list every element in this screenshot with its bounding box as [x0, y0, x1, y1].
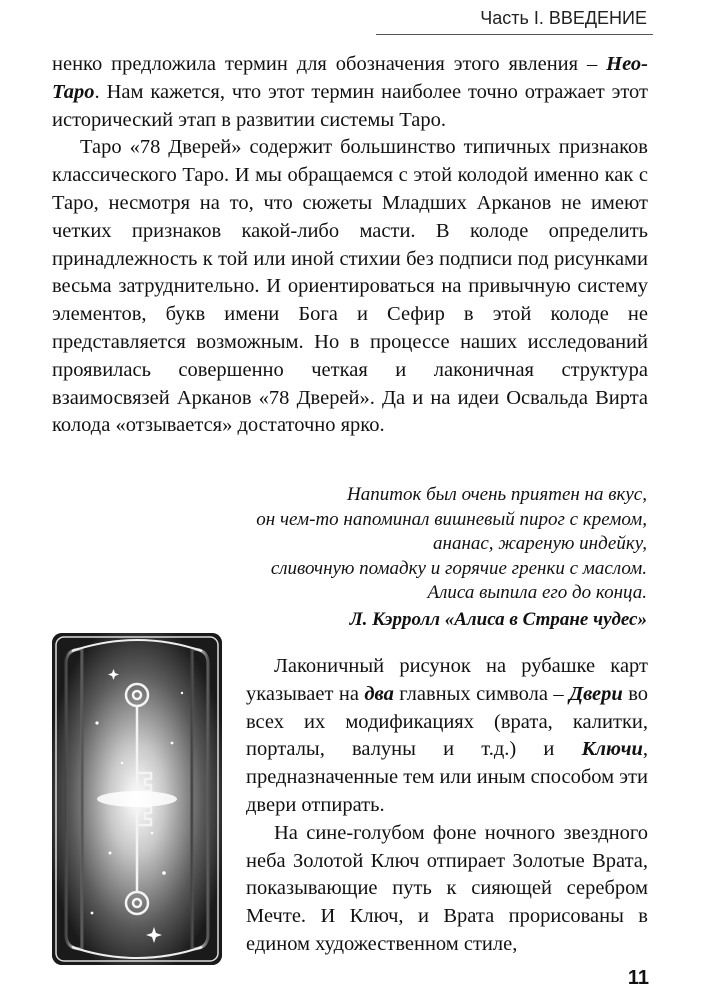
paragraph-neo-tarot	[52, 51, 648, 134]
main-text	[52, 51, 648, 440]
side-text	[246, 653, 648, 959]
paragraph-text: ненко предложила термин для обозначения этого явления –	[52, 53, 607, 75]
paragraph-golden-key: На сине-голубом фоне ночного звездного неба Золотой Ключ отпирает Золотые Врата, показывающие путь к сияющей серебром Мечте. И Ключ, и Врата прорисованы в едином художественном стиле,	[246, 821, 648, 955]
header-rule	[376, 34, 653, 35]
emphasis-two: два	[364, 682, 394, 705]
term-doors: Двери	[569, 682, 623, 705]
epigraph-attribution: Л. Кэрролл «Алиса в Стране чудес»	[349, 608, 647, 630]
paragraph-text: . Нам кажется, что этот термин наиболее точно отражает этот исторический этап в развитии системы Таро.	[52, 80, 648, 131]
epigraph	[87, 483, 647, 633]
paragraph-text: во всех их модификациях (врата, калитки, порталы, валуны и т.д.) и	[246, 682, 649, 761]
page-number: 11	[627, 967, 649, 989]
term-keys: Ключи	[581, 738, 643, 761]
term-neo-tarot: Нео-Таро	[52, 53, 648, 103]
epigraph-line: Напиток был очень приятен на вкус,	[347, 484, 647, 505]
card-back-illustration	[52, 633, 222, 965]
running-header: Часть I. ВВЕДЕНИЕ	[480, 8, 647, 28]
epigraph-line: он чем-то напоминал вишневый пирог с кремом,	[256, 508, 647, 530]
paragraph-78-doors: Таро «78 Дверей» содержит большинство типичных признаков классического Таро. И мы обращаемся с этой колодой именно как с Таро, несмотря на то, что сюжеты Младших Арканов не имеют четких признаков какой-либо масти. В колоде определить принадлежность к той или иной стихии без подписи под рисунками весьма затруднительно. И ориентироваться на привычную систему элементов, букв имени Бога и Сефир в этой колоде не представляется возможным. Но в процессе наших исследований проявилась совершенно четкая и лаконичная структура взаимосвязей Арканов «78 Дверей». Да и на идеи Освальда Вирта колода «отзывается» достаточно ярко.	[52, 136, 648, 437]
paragraph-card-back	[246, 653, 648, 820]
epigraph-line: сливочную помадку и горячие гренки с маслом.	[270, 557, 647, 579]
epigraph-line: Алиса выпила его до конца.	[427, 582, 647, 604]
paragraph-text: главных символа –	[393, 682, 570, 705]
paragraph-text: Лаконичный рисунок на рубашке карт указывает на	[246, 655, 648, 705]
card-back-image	[52, 633, 222, 965]
paragraph-text: , предназначенные тем или иным способом эти двери отпирать.	[246, 738, 648, 816]
epigraph-line: ананас, жареную индейку,	[433, 533, 647, 555]
